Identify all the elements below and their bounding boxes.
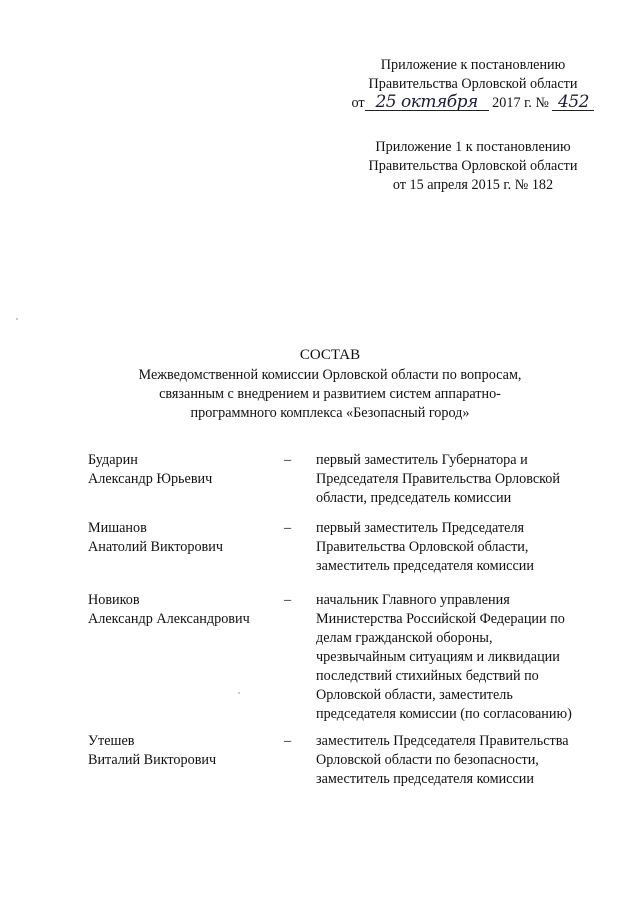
member-role-line: начальник Главного управления xyxy=(316,592,510,608)
member-role xyxy=(316,451,606,508)
member-role xyxy=(316,732,606,789)
member-role xyxy=(316,591,606,724)
member-role-line: председателя комиссии (по согласованию) xyxy=(316,706,572,722)
document-title: СОСТАВ xyxy=(299,347,361,363)
appendix-original-header xyxy=(340,138,606,195)
appendix-current-line-1: Приложение к постановлению xyxy=(380,57,566,73)
scan-speck xyxy=(238,692,240,694)
member-dash: – xyxy=(284,733,292,749)
member-name xyxy=(88,591,278,629)
member-given-names: Александр Юрьевич xyxy=(88,471,213,487)
appendix-current-date-line xyxy=(340,94,606,113)
member-role xyxy=(316,519,606,576)
member-dash: – xyxy=(284,520,292,536)
appendix-original-line-3: от 15 апреля 2015 г. № 182 xyxy=(392,177,554,193)
member-role-line: первый заместитель Председателя xyxy=(316,520,525,536)
member-dash: – xyxy=(284,592,292,608)
date-year-number-label: 2017 г. № xyxy=(492,95,549,111)
member-surname: Утешев xyxy=(88,733,135,749)
member-surname: Новиков xyxy=(88,592,140,608)
member-given-names: Александр Александрович xyxy=(88,611,250,627)
member-role-line: области, председатель комиссии xyxy=(316,490,512,506)
member-entry xyxy=(88,519,608,591)
member-role-line: Орловской области, заместитель xyxy=(316,687,513,703)
handwritten-date: 25 октября xyxy=(365,94,489,111)
member-role-line: первый заместитель Губернатора и xyxy=(316,452,528,468)
document-subtitle-line-1: Межведомственной комиссии Орловской области по вопросам, xyxy=(138,367,522,383)
member-surname: Бударин xyxy=(88,452,138,468)
commission-members-list xyxy=(88,451,608,792)
member-entry xyxy=(88,451,608,519)
member-role-line: чрезвычайным ситуациям и ликвидации xyxy=(316,649,560,665)
handwritten-number: 452 xyxy=(552,94,594,111)
appendix-original-line-2: Правительства Орловской области xyxy=(368,158,578,174)
appendix-original-line-1: Приложение 1 к постановлению xyxy=(375,139,571,155)
member-given-names: Виталий Викторович xyxy=(88,752,217,768)
member-role-line: делам гражданской обороны, xyxy=(316,630,493,646)
member-role-line: заместитель председателя комиссии xyxy=(316,771,534,787)
member-role-line: Министерства Российской Федерации по xyxy=(316,611,565,627)
member-surname: Мишанов xyxy=(88,520,147,536)
document-title-block xyxy=(120,346,540,423)
appendix-current-header xyxy=(340,56,606,113)
member-role-line: заместитель председателя комиссии xyxy=(316,558,534,574)
member-role-line: Правительства Орловской области, xyxy=(316,539,529,555)
member-entry xyxy=(88,591,608,732)
member-name xyxy=(88,451,278,489)
member-entry xyxy=(88,732,608,792)
appendix-current-line-2: Правительства Орловской области xyxy=(368,76,578,92)
member-role-line: Председателя Правительства Орловской xyxy=(316,471,560,487)
member-role-line: последствий стихийных бедствий по xyxy=(316,668,539,684)
member-dash: – xyxy=(284,452,292,468)
member-role-line: Орловской области по безопасности, xyxy=(316,752,539,768)
member-name xyxy=(88,732,278,770)
date-prefix: от xyxy=(351,95,365,111)
member-role-line: заместитель Председателя Правительства xyxy=(316,733,569,749)
document-subtitle-line-2: связанным с внедрением и развитием систем аппаратно- xyxy=(159,386,501,402)
document-subtitle-line-3: программного комплекса «Безопасный город» xyxy=(190,405,470,421)
member-name xyxy=(88,519,278,557)
member-given-names: Анатолий Викторович xyxy=(88,539,223,555)
scan-speck xyxy=(16,318,18,320)
